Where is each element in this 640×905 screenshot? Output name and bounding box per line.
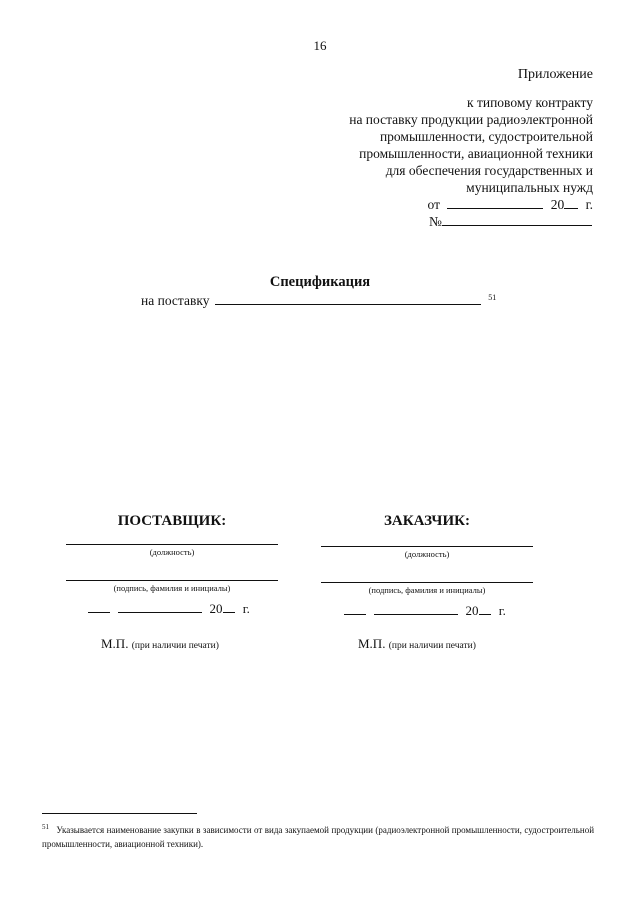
contract-line: к типовому контракту — [467, 95, 593, 110]
footnote — [42, 820, 594, 851]
supplier-stamp — [101, 636, 219, 652]
page-number: 16 — [313, 38, 327, 53]
supplier-stamp-note: (при наличии печати) — [131, 641, 219, 651]
supply-row — [141, 292, 496, 309]
supply-blank[interactable] — [215, 292, 481, 305]
customer-stamp-label: М.П. — [358, 636, 386, 651]
customer-month-blank[interactable] — [374, 602, 458, 615]
customer-date-row — [344, 602, 506, 619]
customer-stamp-note: (при наличии печати) — [388, 641, 476, 651]
supplier-stamp-label: М.П. — [101, 636, 129, 651]
supplier-date-row — [88, 600, 250, 617]
supply-prefix: на поставку — [141, 293, 210, 308]
supplier-day-blank[interactable] — [88, 600, 110, 613]
supplier-signature-caption: (подпись, фамилия и инициалы) — [113, 583, 231, 593]
customer-title: ЗАКАЗЧИК: — [384, 513, 470, 529]
supplier-month-blank[interactable] — [118, 600, 202, 613]
customer-signature-caption: (подпись, фамилия и инициалы) — [368, 585, 486, 595]
contract-line: промышленности, авиационной техники — [359, 146, 593, 161]
supplier-position-caption: (должность) — [149, 547, 195, 557]
specification-title: Спецификация — [269, 274, 371, 290]
supplier-date-suffix: г. — [242, 601, 250, 616]
supplier-position-line[interactable] — [66, 544, 278, 545]
contract-reference — [349, 94, 593, 196]
number-prefix: № — [429, 214, 442, 229]
customer-position-line[interactable] — [321, 546, 533, 547]
customer-signature-line[interactable] — [321, 582, 533, 583]
customer-year-blank[interactable] — [479, 602, 491, 615]
footnote-separator — [42, 813, 197, 814]
customer-day-blank[interactable] — [344, 602, 366, 615]
supplier-year-blank[interactable] — [223, 600, 235, 613]
footnote-number: 51 — [42, 823, 49, 831]
supplier-title: ПОСТАВЩИК: — [117, 513, 227, 529]
contract-number-row — [429, 213, 592, 230]
customer-date-year: 20 — [465, 603, 479, 618]
contract-line: муниципальных нужд — [466, 180, 593, 195]
date-blank[interactable] — [447, 196, 543, 209]
date-prefix: от — [427, 197, 440, 212]
footnote-reference: 51 — [488, 292, 497, 302]
contract-line: промышленности, судостроительной — [379, 129, 593, 144]
footnote-text: Указывается наименование закупки в зависимости от вида закупаемой продукции (радиоэлектронной промышленности, судостроительной промышленности, авиационной техники). — [42, 825, 595, 849]
customer-stamp — [358, 636, 476, 652]
supplier-signature-line[interactable] — [66, 580, 278, 581]
number-blank[interactable] — [442, 213, 592, 226]
supplier-date-year: 20 — [209, 601, 223, 616]
customer-position-caption: (должность) — [404, 549, 450, 559]
customer-date-suffix: г. — [498, 603, 506, 618]
contract-line: для обеспечения государственных и — [385, 163, 593, 178]
appendix-label: Приложение — [517, 67, 593, 82]
date-year: 20 — [550, 197, 565, 212]
contract-line: на поставку продукции радиоэлектронной — [349, 112, 593, 127]
contract-date-row — [428, 196, 594, 213]
date-suffix: г. — [585, 197, 593, 212]
year-blank[interactable] — [564, 196, 578, 209]
